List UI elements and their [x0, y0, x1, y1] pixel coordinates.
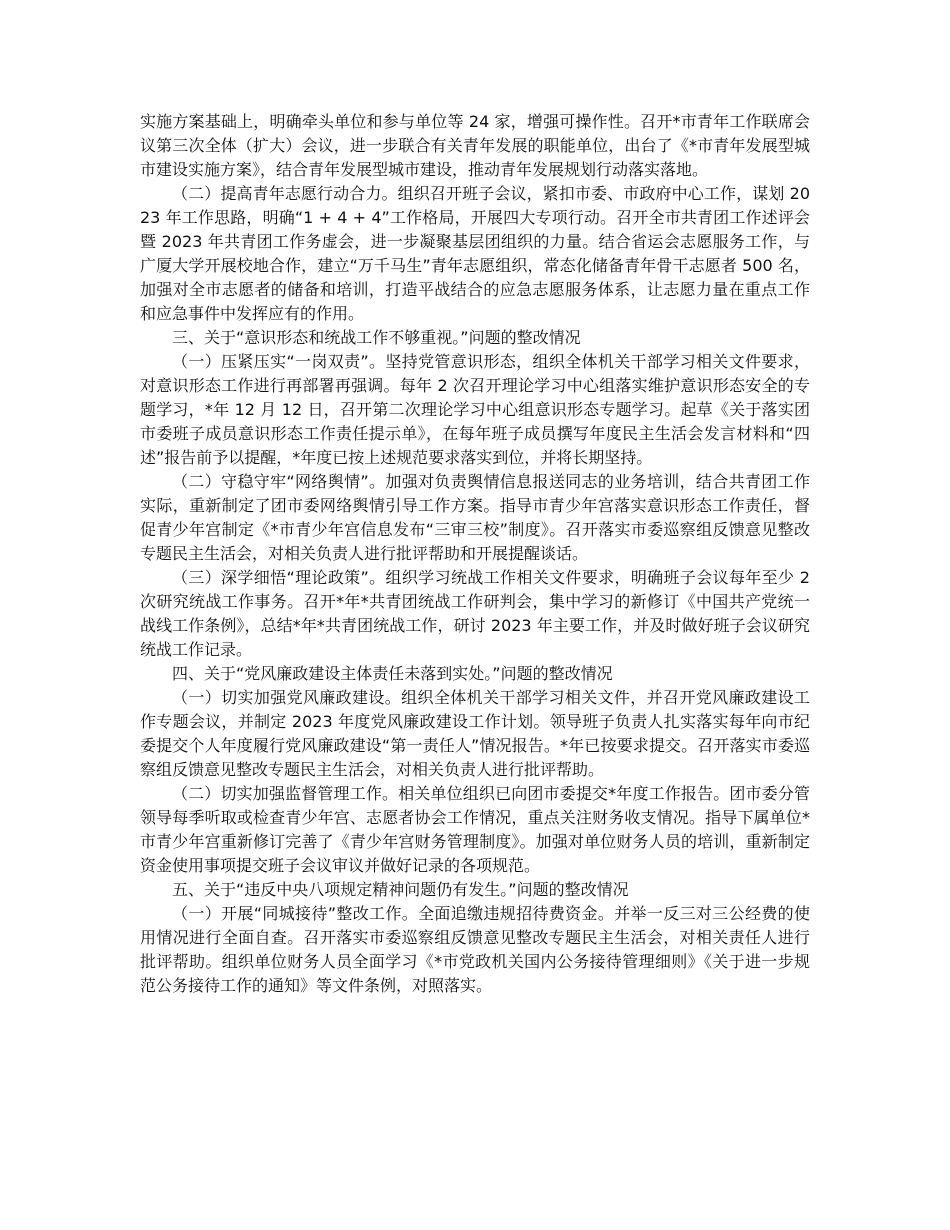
paragraph-section3-item2: （二）守稳守牢“网络舆情”。加强对负责舆情信息报送同志的业务培训，结合共青团工作实际，重新制定了团市委网络舆情引导工作方案。指导市青少年宫落实意识形态工作责任，督促青少年宫制定《*市青少年宫信息发布“三审三校”制度》。召开落实市委巡察组反馈意见整改专题民主生活会，对相关负责人进行批评帮助和开展提醒谈话。: [140, 472, 810, 563]
document-body: [140, 110, 810, 998]
paragraph-section4-item2: （二）切实加强监督管理工作。相关单位组织已向团市委提交*年度工作报告。团市委分管领导每季听取或检查青少年宫、志愿者协会工作情况，重点关注财务收支情况。指导下属单位*市青少年宫重新修订完善了《青少年宫财务管理制度》。加强对单位财务人员的培训，重新制定资金使用事项提交班子会议审议并做好记录的各项规范。: [140, 784, 810, 875]
paragraph-section4-item1: （一）切实加强党风廉政建设。组织全体机关干部学习相关文件，并召开党风廉政建设工作专题会议，并制定 2023 年度党风廉政建设工作计划。领导班子负责人扎实落实每年向市纪委提交个人年度履行党风廉政建设“第一责任人”情况报告。*年已按要求提交。召开落实市委巡察组反馈意见整改专题民主生活会，对相关负责人进行批评帮助。: [140, 688, 810, 779]
section-heading-3: 三、关于“意识形态和统战工作不够重视。”问题的整改情况: [172, 328, 581, 347]
paragraph-intro-continuation: 实施方案基础上，明确牵头单位和参与单位等 24 家，增强可操作性。召开*市青年工作联席会议第三次全体（扩大）会议，进一步联合有关青年发展的职能单位，出台了《*市青年发展型城市建设实施方案》，结合青年发展型城市建设，推动青年发展规划行动落实落地。: [140, 112, 810, 179]
paragraph-section3-item3: （三）深学细悟“理论政策”。组织学习统战工作相关文件要求，明确班子会议每年至少 2 次研究统战工作事务。召开*年*共青团统战工作研判会，集中学习的新修订《中国共产党统一战线工作条例》，总结*年*共青团统战工作，研讨 2023 年主要工作，并及时做好班子会议研究统战工作记录。: [140, 568, 810, 659]
paragraph-section3-item1: （一）压紧压实“一岗双责”。坚持党管意识形态，组织全体机关干部学习相关文件要求，对意识形态工作进行再部署再强调。每年 2 次召开理论学习中心组落实维护意识形态安全的专题学习，*年 12 月 12 日，召开第二次理论学习中心组意识形态专题学习。起草《关于落实团市委班子成员意识形态工作责任提示单》，在每年班子成员撰写年度民主生活会发言材料和“四述”报告前予以提醒，*年度已按上述规范要求落实到位，并将长期坚持。: [140, 352, 810, 467]
paragraph-section2-item2: （二）提高青年志愿行动合力。组织召开班子会议，紧扣市委、市政府中心工作，谋划 2023 年工作思路，明确“1 + 4 + 4”工作格局，开展四大专项行动。召开全市共青团工作述评会暨 2023 年共青团工作务虚会，进一步凝聚基层团组织的力量。结合省运会志愿服务工作，与广厦大学开展校地合作，建立“万千马生”青年志愿组织，常态化储备青年骨干志愿者 500 名，加强对全市志愿者的储备和培训，打造平战结合的应急志愿服务体系，让志愿力量在重点工作和应急事件中发挥应有的作用。: [140, 184, 810, 323]
paragraph-section5-item1: （一）开展“同城接待”整改工作。全面追缴违规招待费资金。并举一反三对三公经费的使用情况进行全面自查。召开落实市委巡察组反馈意见整改专题民主生活会，对相关责任人进行批评帮助。组织单位财务人员全面学习《*市党政机关国内公务接待管理细则》《关于进一步规范公务接待工作的通知》等文件条例，对照落实。: [140, 904, 810, 995]
section-heading-5: 五、关于“违反中央八项规定精神问题仍有发生。”问题的整改情况: [172, 880, 629, 899]
section-heading-4: 四、关于“党风廉政建设主体责任未落到实处。”问题的整改情况: [172, 664, 613, 683]
